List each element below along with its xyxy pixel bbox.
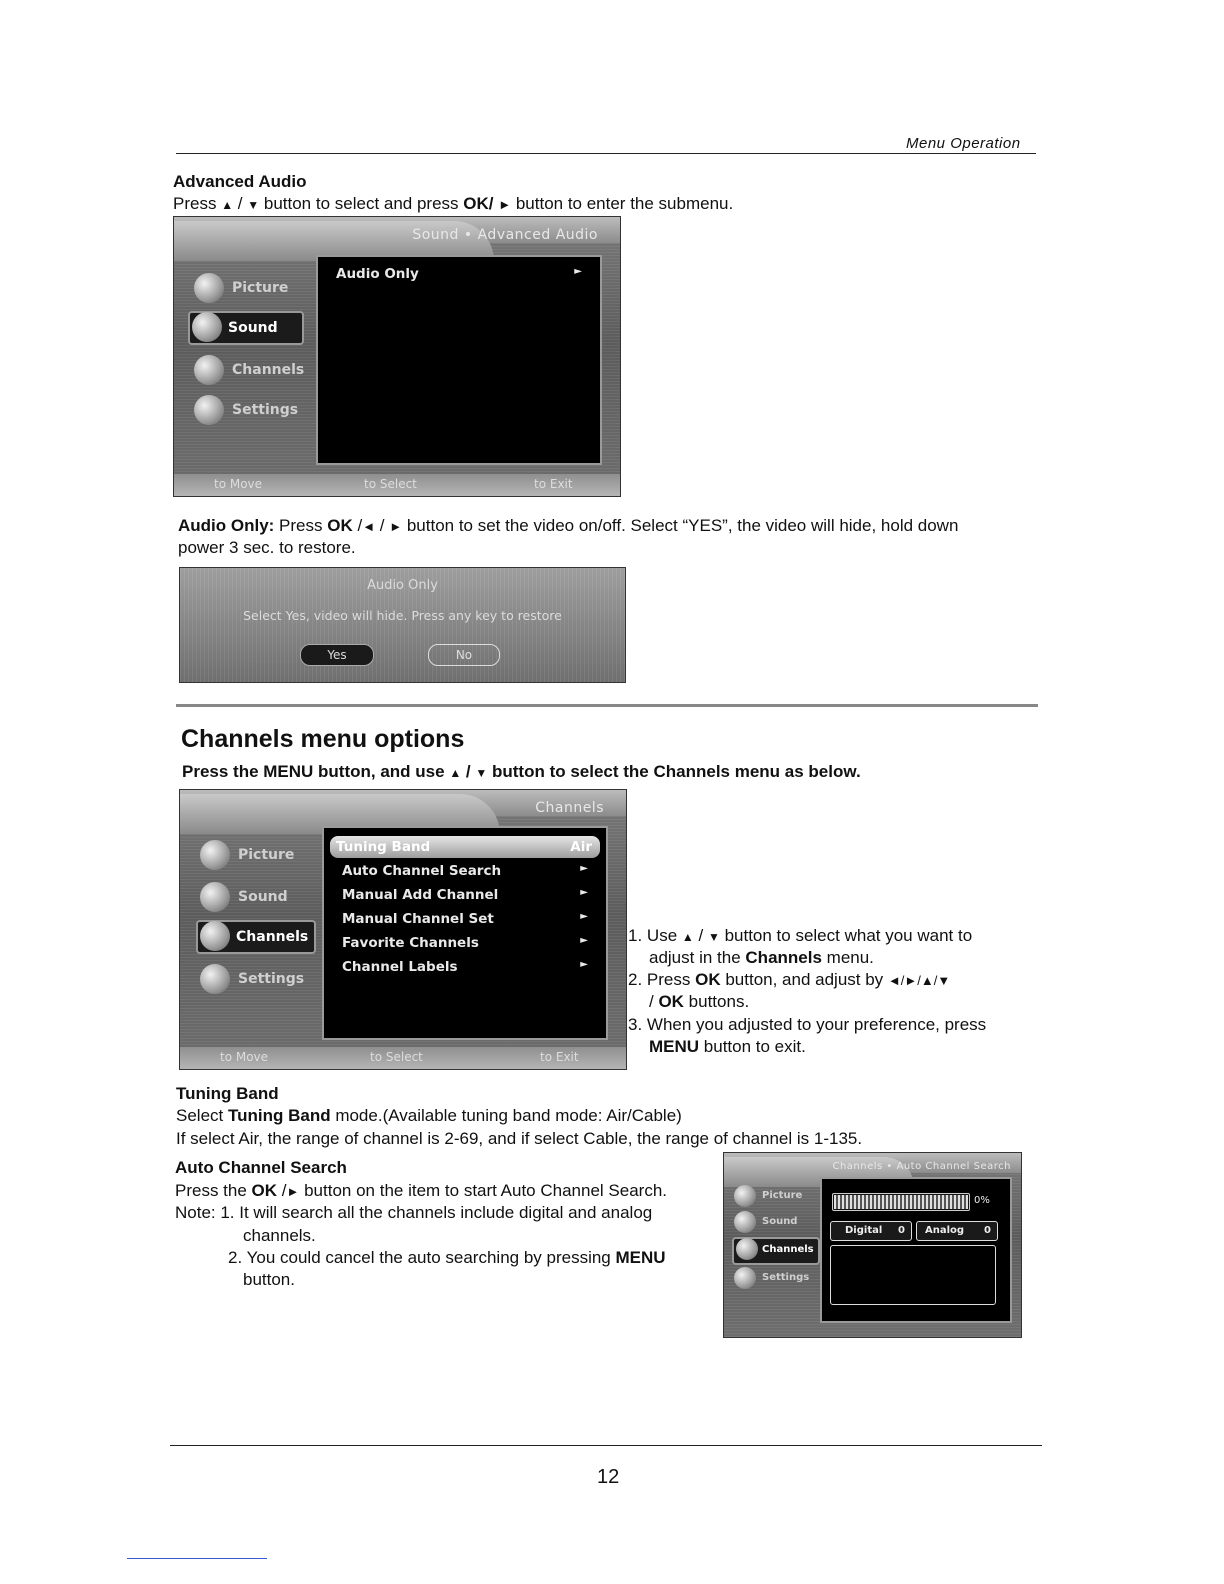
search-progress-label: 0% — [974, 1195, 990, 1206]
sidebar-item-channels: Channels — [732, 1237, 820, 1265]
step-3: 3. When you adjusted to your preference, press — [628, 1015, 987, 1034]
picture-icon — [194, 273, 224, 303]
sidebar-item-channels: Channels — [194, 355, 304, 385]
channels-menu-screenshot — [179, 789, 627, 1070]
step-3-line2: MENU button to exit. — [649, 1037, 806, 1056]
dialog-yes-button: Yes — [300, 644, 374, 666]
direction-arrows-icon: ◄/►/▲/▼ — [887, 973, 951, 988]
right-arrow-icon: ► — [580, 959, 588, 970]
auto-search-heading: Auto Channel Search — [175, 1158, 347, 1177]
osd-footer: to Move to Select to Exit — [180, 1047, 626, 1069]
header-section-label: Menu Operation — [906, 135, 1021, 152]
osd-footer: to Move to Select to Exit — [174, 474, 620, 496]
down-arrow-icon: ▼ — [707, 930, 720, 944]
menu-item-auto-channel-search: Auto Channel Search ► — [342, 863, 588, 879]
advanced-audio-heading: Advanced Audio — [173, 172, 307, 191]
right-arrow-icon: ► — [286, 1184, 300, 1199]
channels-subheading: Press the MENU button, and use ▲ / ▼ button to select the Channels menu as below. — [182, 762, 861, 781]
menu-item-channel-labels: Channel Labels ► — [342, 959, 588, 975]
right-arrow-icon: ► — [574, 266, 582, 277]
step-2-line2: / OK buttons. — [649, 992, 750, 1011]
sidebar-item-picture: Picture — [194, 273, 304, 303]
right-arrow-icon: ► — [580, 863, 588, 874]
sidebar-item-sound: Sound — [734, 1211, 814, 1241]
tuning-band-line1: Select Tuning Band mode.(Available tuning band mode: Air/Cable) — [176, 1106, 682, 1125]
menu-item-tuning-band: Tuning Band Air — [330, 836, 600, 858]
left-arrow-icon: ◄ — [362, 519, 376, 534]
osd-title: Channels • Auto Channel Search — [832, 1161, 1011, 1172]
menu-item-audio-only: Audio Only ► — [336, 266, 582, 282]
audio-only-dialog-screenshot — [179, 567, 626, 683]
sidebar-item-settings: Settings — [194, 395, 304, 425]
right-arrow-icon: ► — [389, 519, 403, 534]
sidebar-item-settings: Settings — [200, 964, 310, 994]
channels-heading: Channels menu options — [181, 725, 465, 753]
auto-search-note1: Note: 1. It will search all the channels include digital and analog — [175, 1203, 653, 1222]
sidebar-item-sound: Sound — [200, 882, 310, 912]
advanced-audio-instruction: Press ▲ / ▼ button to select and press OK/ ► button to enter the submenu. — [173, 194, 734, 213]
auto-search-line1: Press the OK /► button on the item to start Auto Channel Search. — [175, 1181, 667, 1200]
sound-menu-screenshot — [173, 216, 621, 497]
auto-search-note1-line2: channels. — [243, 1226, 316, 1245]
menu-item-favorite-channels: Favorite Channels ► — [342, 935, 588, 951]
settings-icon — [194, 395, 224, 425]
osd-title: Channels — [535, 800, 604, 816]
right-arrow-icon: ► — [580, 935, 588, 946]
settings-icon — [200, 964, 230, 994]
up-arrow-icon: ▲ — [221, 198, 234, 212]
step-1-line2: adjust in the Channels menu. — [649, 948, 874, 967]
right-arrow-icon: ► — [498, 197, 512, 212]
settings-icon — [734, 1267, 756, 1289]
sound-icon — [192, 312, 222, 342]
dialog-message: Select Yes, video will hide. Press any key to restore — [243, 608, 562, 623]
picture-icon — [734, 1185, 756, 1207]
footnote-rule — [127, 1558, 267, 1559]
search-progress-bar — [832, 1193, 970, 1211]
page-number: 12 — [597, 1466, 620, 1488]
sound-icon — [734, 1211, 756, 1233]
right-arrow-icon: ► — [580, 911, 588, 922]
channels-icon — [194, 355, 224, 385]
up-arrow-icon: ▲ — [681, 930, 694, 944]
header-divider — [176, 153, 1036, 154]
dialog-title: Audio Only — [367, 578, 438, 593]
down-arrow-icon: ▼ — [475, 766, 488, 780]
audio-only-description-line2: power 3 sec. to restore. — [178, 538, 356, 557]
osd-title: Sound • Advanced Audio — [412, 227, 598, 243]
menu-item-manual-add-channel: Manual Add Channel ► — [342, 887, 588, 903]
up-arrow-icon: ▲ — [449, 766, 462, 780]
sidebar-item-picture: Picture — [200, 840, 310, 870]
digital-count-chip: Digital 0 — [830, 1221, 912, 1241]
step-2: 2. Press OK button, and adjust by ◄/►/▲/▼ — [628, 970, 951, 989]
auto-search-note2-line2: button. — [243, 1270, 295, 1289]
sidebar-item-picture: Picture — [734, 1185, 814, 1215]
footer-divider — [170, 1445, 1042, 1446]
auto-search-note2: 2. You could cancel the auto searching by pressing MENU — [228, 1248, 666, 1267]
sidebar-item-channels: Channels — [196, 920, 316, 954]
channels-icon — [200, 921, 230, 951]
auto-search-screenshot — [723, 1152, 1022, 1338]
down-arrow-icon: ▼ — [247, 198, 260, 212]
tuning-band-line2: If select Air, the range of channel is 2-69, and if select Cable, the range of channel is 1-135. — [176, 1129, 863, 1148]
sidebar-item-settings: Settings — [734, 1267, 814, 1297]
channels-icon — [736, 1238, 758, 1260]
channel-list-box — [830, 1245, 996, 1305]
audio-only-description: Audio Only: Press OK /◄ / ► button to set the video on/off. Select “YES”, the video will hide, hold down — [178, 516, 959, 535]
sidebar-item-sound: Sound — [188, 311, 304, 345]
submenu-panel — [316, 255, 602, 465]
tuning-band-heading: Tuning Band — [176, 1084, 279, 1103]
channels-submenu-panel — [322, 826, 608, 1040]
sound-icon — [200, 882, 230, 912]
step-1: 1. Use ▲ / ▼ button to select what you want to — [628, 926, 973, 945]
dialog-no-button: No — [428, 644, 500, 666]
menu-item-manual-channel-set: Manual Channel Set ► — [342, 911, 588, 927]
picture-icon — [200, 840, 230, 870]
analog-count-chip: Analog 0 — [916, 1221, 998, 1241]
right-arrow-icon: ► — [580, 887, 588, 898]
auto-search-panel — [820, 1177, 1012, 1323]
section-divider — [176, 704, 1038, 707]
